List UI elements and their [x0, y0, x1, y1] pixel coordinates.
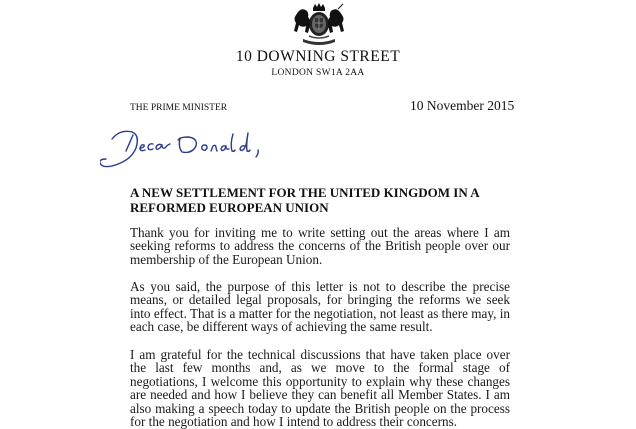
letterhead-address-line2: LONDON SW1A 2AA	[271, 68, 365, 78]
royal-coat-of-arms-icon	[291, 2, 347, 46]
paragraph-1: Thank you for inviting me to write setting out the areas where I am seeking reforms to address the concerns of the British people over our membership of the European Union.	[130, 225, 510, 267]
letterhead-address-line1: 10 DOWNING STREET	[235, 48, 401, 65]
sender-label: THE PRIME MINISTER	[130, 103, 228, 113]
handwritten-salutation	[100, 125, 300, 180]
letter-title: A NEW SETTLEMENT FOR THE UNITED KINGDOM IN A REFORMED EUROPEAN UNION	[130, 185, 479, 215]
letter-date: 10 November 2015	[410, 98, 515, 113]
paragraph-2: As you said, the purpose of this letter is not to describe the precise means, or detailed legal proposals, for bringing the reforms we seek into effect. That is a matter for the negotiation, not least as there may, in each case, be different ways of achieving the same result.	[130, 279, 510, 335]
paragraph-3: I am grateful for the technical discussions that have taken place over the last few months and, as we move to the formal stage of negotiations, I welcome this opportunity to explain why these changes are needed and how I believe they can benefit all Member States. I am also making a speech today to update the British people on the process for the negotiation and how I intend to address their concerns.	[130, 347, 510, 429]
